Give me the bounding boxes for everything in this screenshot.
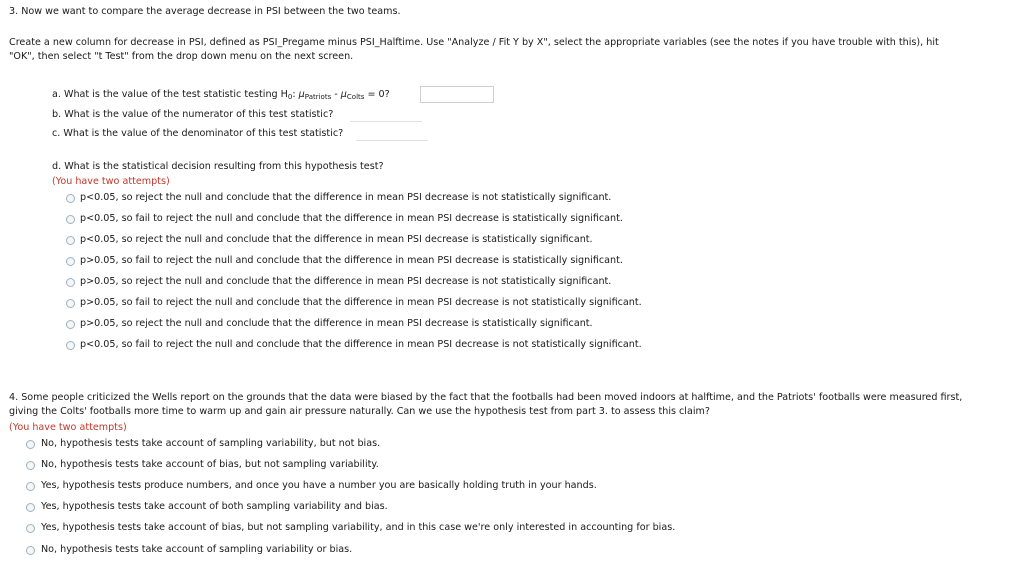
q3-title: 3. Now we want to compare the average decrease in PSI between the two teams.: [9, 6, 401, 17]
q3d-radio-2[interactable]: [66, 215, 75, 224]
q3a-sub1: Patriots: [304, 93, 332, 101]
q3d-radio-3[interactable]: [66, 236, 75, 245]
q3d-radio-7[interactable]: [66, 320, 75, 329]
q3d-option-2[interactable]: p<0.05, so fail to reject the null and conclude that the difference in mean PSI decrease is statistically significant.: [80, 213, 623, 224]
q4-option-2[interactable]: No, hypothesis tests take account of bias, but not sampling variability.: [41, 459, 379, 470]
q3a-answer-input[interactable]: [420, 86, 494, 103]
q4-attempts: (You have two attempts): [9, 422, 127, 433]
q4-option-3[interactable]: Yes, hypothesis tests produce numbers, and once you have a number you are basically holding truth in your hands.: [41, 480, 597, 491]
q3a-question: [52, 89, 390, 103]
q4-option-4[interactable]: Yes, hypothesis tests take account of both sampling variability and bias.: [41, 501, 388, 512]
q3a-suffix: = 0?: [364, 89, 390, 100]
q3d-option-1[interactable]: p<0.05, so reject the null and conclude that the difference in mean PSI decrease is not statistically significant.: [80, 192, 612, 203]
q3b-question: b. What is the value of the numerator of this test statistic?: [52, 109, 334, 120]
q3a-colon: :: [292, 89, 299, 100]
q3d-radio-4[interactable]: [66, 257, 75, 266]
q3d-attempts: (You have two attempts): [52, 176, 170, 187]
q3d-option-6[interactable]: p>0.05, so fail to reject the null and conclude that the difference in mean PSI decrease is not statistically significant.: [80, 297, 642, 308]
q3c-question: c. What is the value of the denominator of this test statistic?: [52, 128, 344, 139]
q4-radio-4[interactable]: [26, 503, 35, 512]
q3a-minus: -: [331, 89, 341, 100]
q3d-option-8[interactable]: p<0.05, so fail to reject the null and conclude that the difference in mean PSI decrease is not statistically significant.: [80, 339, 642, 350]
q3d-radio-5[interactable]: [66, 278, 75, 287]
q3d-option-3[interactable]: p<0.05, so reject the null and conclude that the difference in mean PSI decrease is statistically significant.: [80, 234, 593, 245]
q3a-prefix: a. What is the value of the test statistic testing H: [52, 89, 288, 100]
q4-radio-6[interactable]: [26, 546, 35, 555]
q4-line2: giving the Colts' footballs more time to warm up and gain air pressure naturally. Can we use the hypothesis test from part 3. to assess this claim?: [9, 406, 710, 417]
q3a-mu1: μ: [298, 89, 305, 100]
q3d-question: d. What is the statistical decision resulting from this hypothesis test?: [52, 161, 384, 172]
q3d-option-5[interactable]: p>0.05, so reject the null and conclude that the difference in mean PSI decrease is not statistically significant.: [80, 276, 612, 287]
q4-option-1[interactable]: No, hypothesis tests take account of sampling variability, but not bias.: [41, 438, 381, 449]
q4-radio-3[interactable]: [26, 482, 35, 491]
q4-line1: 4. Some people criticized the Wells report on the grounds that the data were biased by the fact that the footballs had been moved indoors at halftime, and the Patriots' footballs were measured first,: [9, 392, 963, 403]
q4-option-5[interactable]: Yes, hypothesis tests take account of bias, but not sampling variability, and in this case we're only interested in accounting for bias.: [41, 522, 676, 533]
q4-radio-1[interactable]: [26, 440, 35, 449]
q3d-radio-6[interactable]: [66, 299, 75, 308]
q3b-answer-input[interactable]: [350, 106, 422, 122]
q4-radio-2[interactable]: [26, 461, 35, 470]
q3d-radio-1[interactable]: [66, 194, 75, 203]
q3d-option-7[interactable]: p>0.05, so reject the null and conclude that the difference in mean PSI decrease is statistically significant.: [80, 318, 593, 329]
q4-option-6[interactable]: No, hypothesis tests take account of sampling variability or bias.: [41, 544, 353, 555]
q3c-answer-input[interactable]: [356, 125, 428, 141]
q4-radio-5[interactable]: [26, 524, 35, 533]
q3-instructions-line2: "OK", then select "t Test" from the drop down menu on the next screen.: [9, 51, 354, 62]
q3a-mu2: μ: [340, 89, 347, 100]
q3a-sub2: Colts: [346, 93, 365, 101]
q3-instructions-line1: Create a new column for decrease in PSI, defined as PSI_Pregame minus PSI_Halftime. Use "Analyze / Fit Y by X", select the appropriate variables (see the notes if you have trouble with this), hit: [9, 37, 939, 48]
q3d-radio-8[interactable]: [66, 341, 75, 350]
q3d-option-4[interactable]: p>0.05, so fail to reject the null and conclude that the difference in mean PSI decrease is statistically significant.: [80, 255, 623, 266]
q3a-sub0: 0: [287, 93, 293, 101]
